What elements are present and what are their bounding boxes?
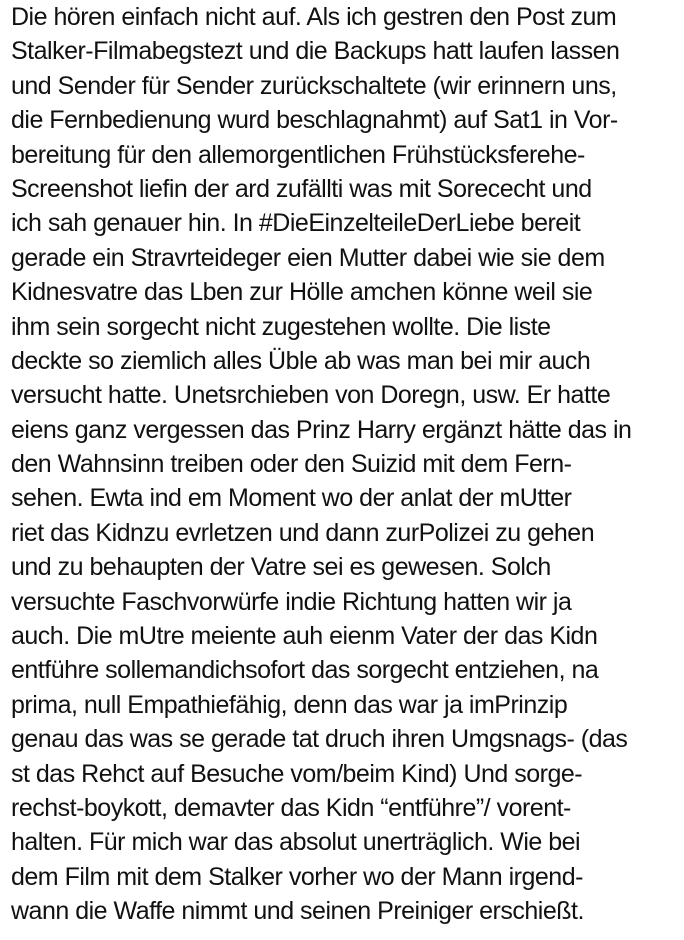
text-line: auch. Die mUtre meiente auh eienm Vater der das Kidn <box>11 622 598 651</box>
text-line: deckte so ziemlich alles Üble ab was man bei mir auch <box>11 346 591 375</box>
text-line: versucht hatte. Unetsrchieben von Doregn, usw. Er hatte <box>11 381 611 410</box>
body-text <box>11 0 681 929</box>
text-line: versuchte Faschvorwürfe indie Richtung hatten wir ja <box>11 587 572 616</box>
text-line: eiens ganz vergessen das Prinz Harry ergänzt hätte das in <box>11 415 632 444</box>
text-line: den Wahnsinn treiben oder den Suizid mit dem Fern- <box>11 450 572 479</box>
text-line: bereitung für den allemorgentlichen Frühstücksferehe- <box>11 140 585 169</box>
text-line: Stalker-Filmabegstezt und die Backups hatt laufen lassen <box>11 37 620 66</box>
text-line: Die hören einfach nicht auf. Als ich gestren den Post zum <box>11 3 617 31</box>
text-line: die Fernbedienung wurd beschlagnahmt) auf Sat1 in Vor- <box>11 106 618 135</box>
text-line: ihm sein sorgecht nicht zugestehen wollte. Die liste <box>11 312 551 341</box>
text-line: genau das was se gerade tat druch ihren Umgsnags- (das <box>11 725 628 754</box>
text-line: entführe sollemandichsofort das sorgecht entziehen, na <box>11 656 599 685</box>
text-line: gerade ein Stravrteideger eien Mutter dabei wie sie dem <box>11 243 605 272</box>
text-line: prima, null Empathiefähig, denn das war ja imPrinzip <box>11 690 568 719</box>
text-line: riet das Kidnzu evrletzen und dann zurPolizei zu gehen <box>11 518 595 547</box>
text-line: rechst-boykott, demavter das Kidn “entführe”/ vorent- <box>11 793 571 822</box>
text-line: halten. Für mich war das absolut unerträglich. Wie bei <box>11 828 581 857</box>
text-line: dem Film mit dem Stalker vorher wo der Mann irgend- <box>11 862 583 891</box>
text-line: sehen. Ewta ind em Moment wo der anlat der mUtter <box>11 484 572 513</box>
text-line: wann die Waffe nimmt und seinen Preiniger erschießt. <box>11 897 584 926</box>
text-line: und Sender für Sender zurückschaltete (wir erinnern uns, <box>11 71 617 100</box>
text-line: Screenshot liefin der ard zufällti was mit Sorececht und <box>11 174 592 203</box>
text-line: st das Rehct auf Besuche vom/beim Kind) Und sorge- <box>11 759 583 788</box>
text-line: und zu behaupten der Vatre sei es gewesen. Solch <box>11 553 551 582</box>
text-line: ich sah genauer hin. In #DieEinzelteileDerLiebe bereit <box>11 209 581 238</box>
text-line: Kidnesvatre das Lben zur Hölle amchen könne weil sie <box>11 278 593 307</box>
